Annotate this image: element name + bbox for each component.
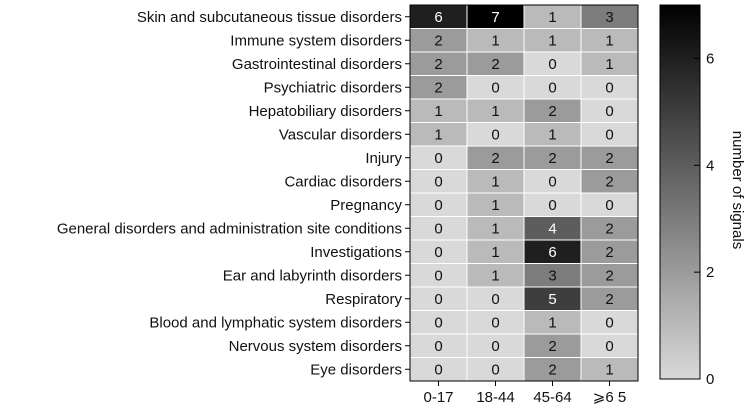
cell-value: 0 [548,55,557,73]
cell-value: 1 [605,55,614,73]
cell-value: 2 [434,32,443,50]
cell-value: 7 [491,8,500,26]
column-label: ⩾6 5 [592,389,627,406]
column-labels [423,381,626,406]
row-label: Psychiatric disorders [263,79,402,97]
cell-value: 2 [605,173,614,191]
colorbar-gradient [660,5,700,379]
cell-value: 2 [605,220,614,238]
cell-value: 0 [434,173,443,191]
cell-value: 5 [548,290,557,308]
row-label: Injury [365,149,402,167]
cell-value: 0 [434,243,443,261]
colorbar-tick-label: 0 [706,371,715,388]
cell-value: 0 [434,220,443,238]
colorbar-tick-label: 4 [706,157,715,175]
colorbar [660,5,746,388]
cell-value: 1 [491,196,500,214]
row-label: Ear and labyrinth disorders [222,267,402,285]
colorbar-label: number of signals [729,130,746,250]
row-label: Vascular disorders [278,126,402,144]
cell-value: 1 [491,102,500,120]
heatmap-cells [410,5,638,381]
cell-value: 0 [605,196,614,214]
cell-value: 2 [548,337,557,355]
cell-value: 0 [491,337,500,355]
cell-value: 6 [434,8,443,26]
cell-value: 1 [548,32,557,50]
cell-value: 0 [548,196,557,214]
cell-value: 2 [605,267,614,285]
cell-value: 1 [491,243,500,261]
cell-value: 2 [548,102,557,120]
cell-value: 0 [434,337,443,355]
cell-value: 0 [434,149,443,167]
cell-value: 2 [548,361,557,379]
row-label: Gastrointestinal disorders [231,55,402,73]
cell-value: 1 [605,361,614,379]
cell-value: 2 [491,55,500,73]
cell-value: 3 [548,267,557,285]
column-label: 45-64 [533,389,572,406]
cell-value: 0 [491,314,500,332]
row-label: Skin and subcutaneous tissue disorders [136,8,402,26]
cell-value: 2 [605,149,614,167]
colorbar-tick-label: 2 [706,264,715,282]
cell-value: 0 [434,267,443,285]
cell-value: 1 [548,8,557,26]
cell-value: 1 [434,126,443,144]
cell-value: 0 [434,196,443,214]
cell-value: 2 [434,55,443,73]
cell-value: 0 [605,337,614,355]
cell-value: 0 [434,361,443,379]
row-label: Investigations [310,243,402,261]
cell-value: 1 [434,102,443,120]
cell-value: 1 [548,126,557,144]
cell-value: 2 [434,79,443,97]
row-label: General disorders and administration site conditions [56,220,402,238]
cell-value: 1 [548,314,557,332]
cell-value: 1 [491,220,500,238]
cell-value: 2 [548,149,557,167]
cell-value: 0 [434,290,443,308]
cell-value: 0 [605,126,614,144]
row-label: Blood and lymphatic system disorders [149,314,402,332]
cell-value: 0 [491,290,500,308]
cell-value: 0 [605,102,614,120]
cell-value: 0 [491,126,500,144]
cell-value: 2 [491,149,500,167]
row-label: Respiratory [325,290,402,308]
cell-value: 1 [491,32,500,50]
cell-value: 0 [548,79,557,97]
row-label: Pregnancy [330,196,402,214]
row-label: Eye disorders [310,361,402,379]
column-label: 18-44 [476,389,515,406]
cell-value: 1 [605,32,614,50]
row-label: Immune system disorders [230,32,402,50]
cell-value: 1 [491,173,500,191]
cell-value: 6 [548,243,557,261]
cell-value: 0 [548,173,557,191]
cell-value: 0 [491,361,500,379]
cell-value: 0 [491,79,500,97]
row-labels [57,9,410,379]
cell-value: 2 [605,290,614,308]
row-label: Cardiac disorders [284,173,402,191]
cell-value: 4 [548,220,557,238]
cell-value: 2 [605,243,614,261]
cell-value: 0 [605,314,614,332]
cell-value: 1 [491,267,500,285]
cell-value: 3 [605,8,614,26]
cell-value: 0 [605,79,614,97]
column-label: 0-17 [423,389,454,406]
row-label: Nervous system disorders [228,337,402,355]
row-label: Hepatobiliary disorders [248,102,402,120]
colorbar-tick-label: 6 [706,50,715,68]
cell-value: 0 [434,314,443,332]
